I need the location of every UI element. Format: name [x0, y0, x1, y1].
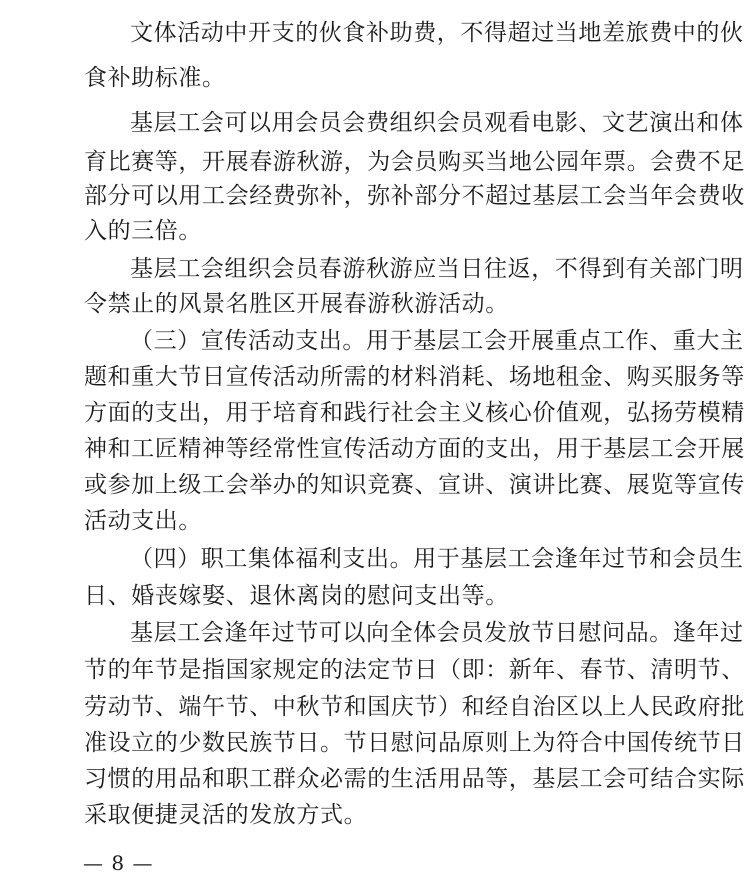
- text-line: 节的年节是指国家规定的法定节日（即：新年、春节、清明节、: [84, 657, 745, 683]
- text-line: 基层工会可以用会员会费组织会员观看电影、文艺演出和体: [130, 110, 744, 136]
- text-line: 基层工会逢年过节可以向全体会员发放节日慰问品。逢年过: [130, 620, 744, 646]
- text-line: 食补助标准。: [84, 65, 226, 91]
- text-line: 基层工会组织会员春游秋游应当日往返，不得到有关部门明: [130, 256, 744, 282]
- text-line: 入的三倍。: [84, 218, 202, 244]
- text-line: 神和工匠精神等经常性宣传活动方面的支出，用于基层工会开展: [84, 436, 745, 462]
- text-line: 准设立的少数民族节日。节日慰问品原则上为符合中国传统节日: [84, 730, 745, 756]
- text-line: 方面的支出，用于培育和践行社会主义核心价值观，弘扬劳模精: [84, 400, 745, 426]
- text-line: 育比赛等，开展春游秋游，为会员购买当地公园年票。会费不足: [84, 149, 745, 175]
- text-line: （四）职工集体福利支出。用于基层工会逢年过节和会员生: [130, 546, 744, 572]
- text-line: 采取便捷灵活的发放方式。: [84, 802, 368, 828]
- text-line: 文体活动中开支的伙食补助费，不得超过当地差旅费中的伙: [130, 20, 744, 46]
- text-line: 题和重大节日宣传活动所需的材料消耗、场地租金、购买服务等: [84, 364, 745, 390]
- page-number: — 8 —: [83, 851, 154, 875]
- text-line: 日、婚丧嫁娶、退休离岗的慰问支出等。: [84, 583, 509, 609]
- text-line: 劳动节、端午节、中秋节和国庆节）和经自治区以上人民政府批: [84, 694, 745, 720]
- text-line: 习惯的用品和职工群众必需的生活用品等，基层工会可结合实际: [84, 766, 745, 792]
- text-line: 令禁止的风景名胜区开展春游秋游活动。: [84, 291, 509, 317]
- text-line: （三）宣传活动支出。用于基层工会开展重点工作、重大主: [130, 328, 744, 354]
- text-line: 活动支出。: [84, 508, 202, 534]
- text-line: 或参加上级工会举办的知识竞赛、宣讲、演讲比赛、展览等宣传: [84, 472, 745, 498]
- text-line: 部分可以用工会经费弥补，弥补部分不超过基层工会当年会费收: [84, 183, 745, 209]
